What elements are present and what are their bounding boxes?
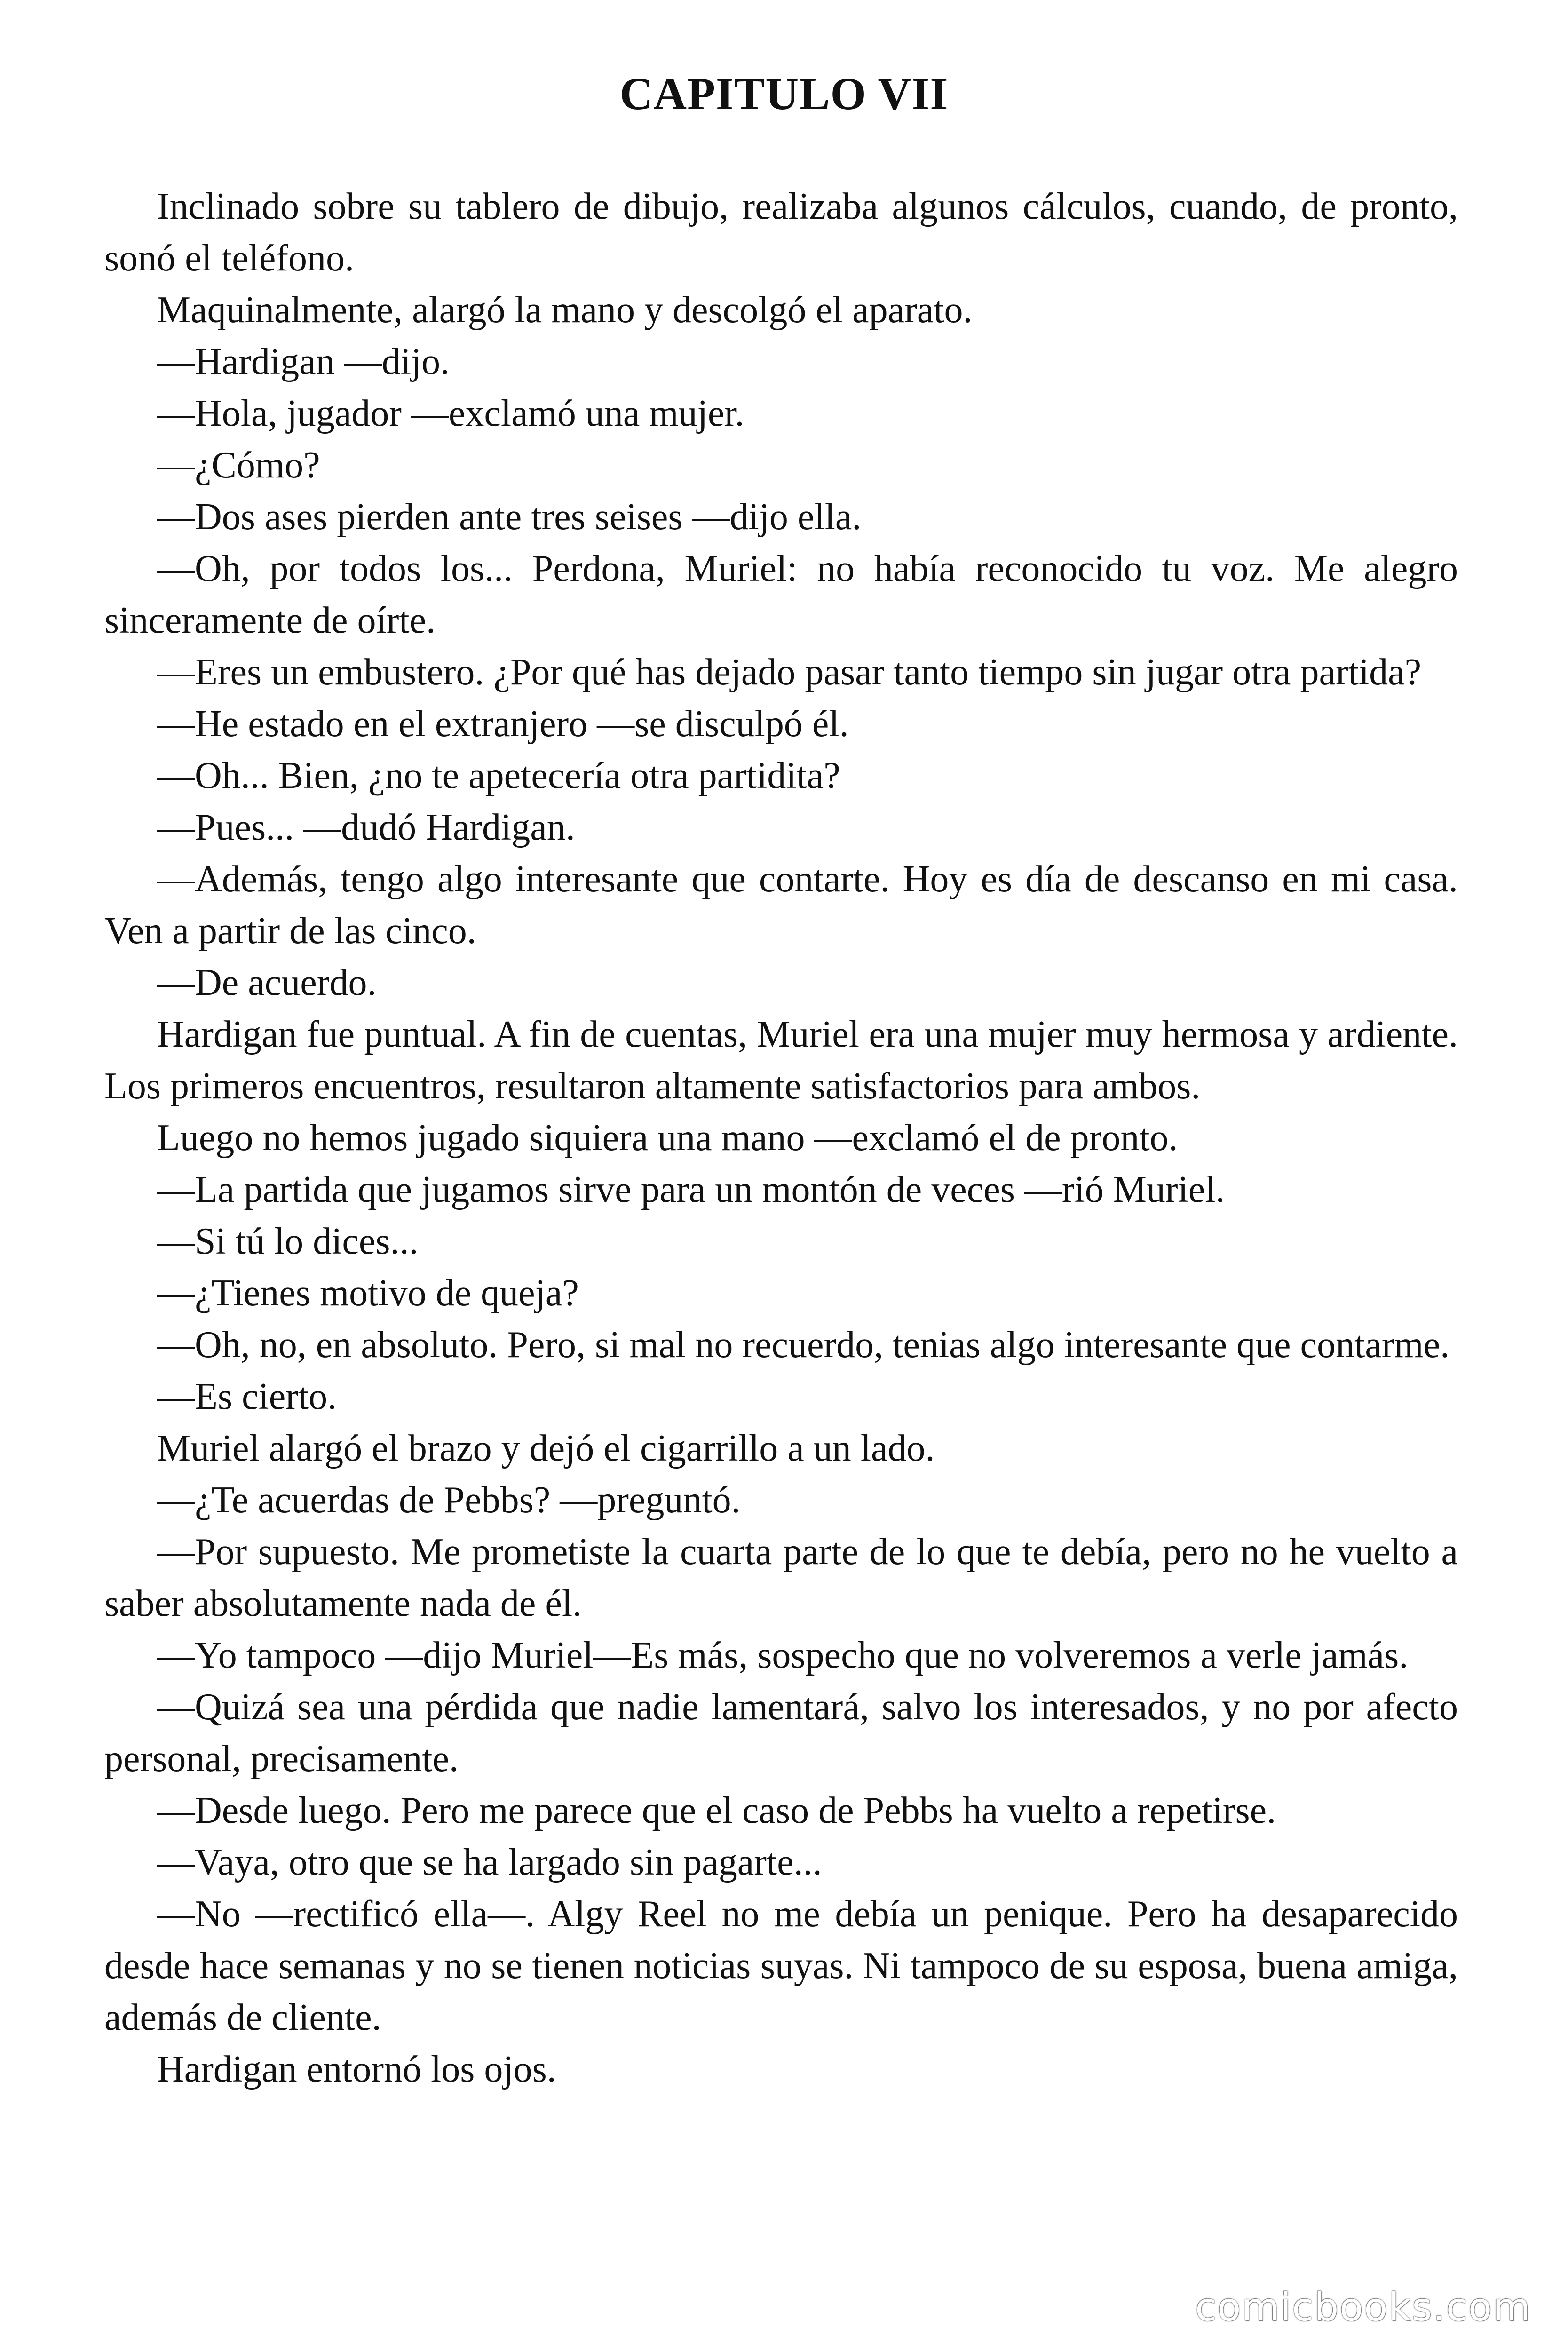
paragraph: —Quizá sea una pérdida que nadie lamentará, salvo los interesados, y no por afecto personal, precisamente. xyxy=(104,1686,1458,1780)
paragraph: Inclinado sobre su tablero de dibujo, realizaba algunos cálculos, cuando, de pronto, sonó el teléfono. xyxy=(104,186,1458,279)
paragraph: —Oh, por todos los... Perdona, Muriel: no había reconocido tu voz. Me alegro sinceramente de oírte. xyxy=(104,548,1458,641)
paragraph: —Oh... Bien, ¿no te apetecería otra partidita? xyxy=(157,755,840,796)
watermark-logo: comicbooks.com xyxy=(1195,2285,1531,2330)
paragraph: —Además, tengo algo interesante que contarte. Hoy es día de descanso en mi casa. Ven a partir de las cinco. xyxy=(104,858,1458,952)
paragraph: Muriel alargó el brazo y dejó el cigarrillo a un lado. xyxy=(157,1428,935,1469)
paragraph: Hardigan fue puntual. A fin de cuentas, Muriel era una mujer muy hermosa y ardiente. Los primeros encuentros, resultaron altamente satisfactorios para ambos. xyxy=(104,1014,1458,1107)
paragraph: Hardigan entornó los ojos. xyxy=(157,2049,556,2090)
paragraph: —La partida que jugamos sirve para un montón de veces —rió Muriel. xyxy=(157,1169,1225,1210)
chapter-title: CAPITULO VII xyxy=(619,69,949,119)
paragraph: —¿Te acuerdas de Pebbs? —preguntó. xyxy=(157,1479,741,1521)
paragraph: —Desde luego. Pero me parece que el caso de Pebbs ha vuelto a repetirse. xyxy=(157,1790,1276,1831)
paragraph: —Pues... —dudó Hardigan. xyxy=(157,807,575,848)
paragraph: —Oh, no, en absoluto. Pero, si mal no recuerdo, tenias algo interesante que contarme. xyxy=(157,1324,1450,1366)
paragraph: —Hardigan —dijo. xyxy=(157,341,450,382)
paragraph: —Es cierto. xyxy=(157,1376,337,1417)
paragraph: —He estado en el extranjero —se disculpó él. xyxy=(157,703,849,745)
paragraph: —Eres un embustero. ¿Por qué has dejado pasar tanto tiempo sin jugar otra partida? xyxy=(157,652,1422,693)
paragraph: —¿Tienes motivo de queja? xyxy=(157,1272,579,1314)
chapter-body xyxy=(104,181,1458,2095)
paragraph: —No —rectificó ella—. Algy Reel no me debía un penique. Pero ha desaparecido desde hace semanas y no se tienen noticias suyas. Ni tampoco de su esposa, buena amiga, además de cliente. xyxy=(104,1893,1458,2038)
paragraph: Luego no hemos jugado siquiera una mano —exclamó el de pronto. xyxy=(157,1117,1178,1159)
paragraph: —Vaya, otro que se ha largado sin pagarte... xyxy=(157,1842,822,1883)
paragraph: Maquinalmente, alargó la mano y descolgó el aparato. xyxy=(157,289,973,331)
paragraph: —Hola, jugador —exclamó una mujer. xyxy=(157,393,744,434)
paragraph: —Por supuesto. Me prometiste la cuarta parte de lo que te debía, pero no he vuelto a saber absolutamente nada de él. xyxy=(104,1531,1458,1624)
paragraph: —¿Cómo? xyxy=(157,445,320,486)
paragraph: —Dos ases pierden ante tres seises —dijo ella. xyxy=(157,496,862,538)
paragraph: —Yo tampoco —dijo Muriel—Es más, sospecho que no volveremos a verle jamás. xyxy=(157,1635,1409,1676)
paragraph: —De acuerdo. xyxy=(157,962,377,1003)
paragraph: —Si tú lo dices... xyxy=(157,1221,419,1262)
